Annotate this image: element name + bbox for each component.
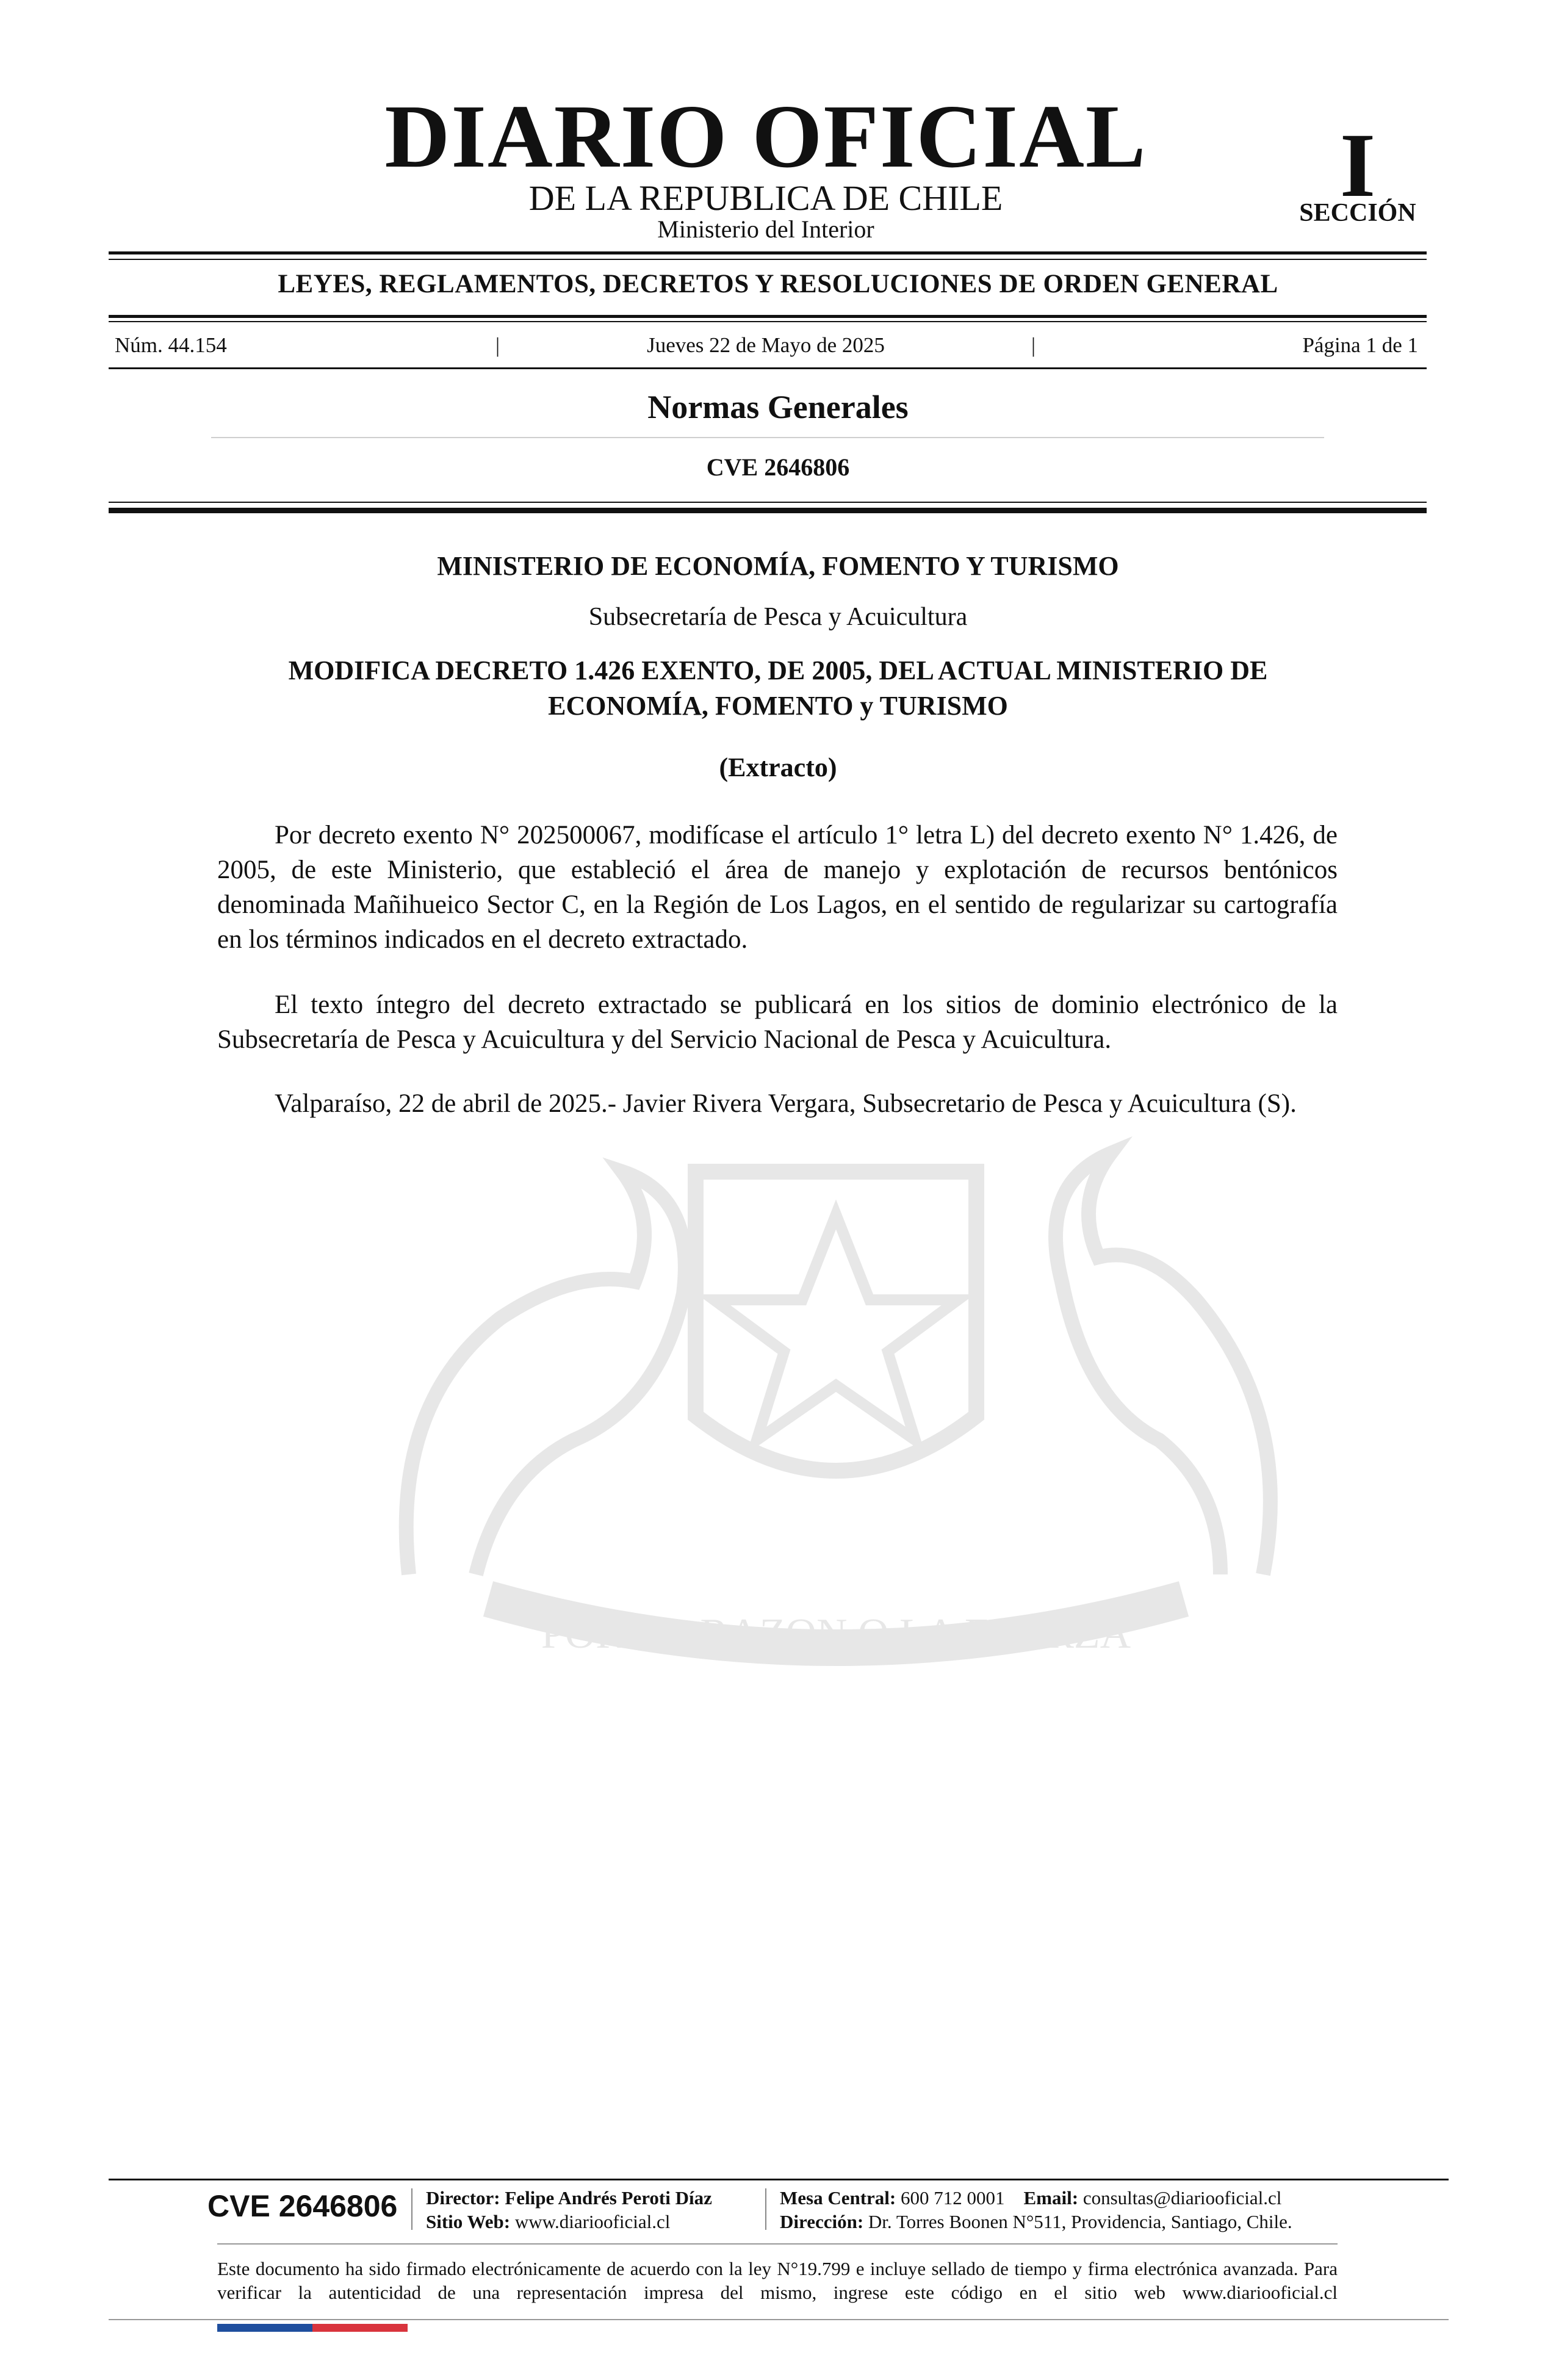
issue-separator: | (495, 333, 500, 357)
email-label: Email: (1023, 2187, 1079, 2209)
issue-rule (109, 367, 1427, 369)
email-link[interactable]: consultas@diariooficial.cl (1082, 2187, 1282, 2209)
issue-number: Núm. 44.154 (115, 333, 227, 357)
flag-stripe-blue (217, 2324, 312, 2332)
footer-separator (765, 2188, 766, 2230)
paragraph: El texto íntegro del decreto extractado se publicará en los sitios de dominio electrónico de la Subsecretaría de Pesca y Acuicultura y del Servicio Nacional de Pesca y Acuicultura. (217, 990, 1338, 1054)
phone-value: 600 712 0001 (901, 2187, 1005, 2209)
footer-separator (411, 2188, 412, 2230)
flag-stripe-red (312, 2324, 408, 2332)
issue-date: Jueves 22 de Mayo de 2025 (647, 333, 885, 357)
footer-cve-code: CVE 2646806 (207, 2189, 398, 2223)
phone-label: Mesa Central: (780, 2187, 896, 2209)
issue-separator: | (1031, 333, 1036, 357)
masthead-rule-top (109, 251, 1427, 254)
footer-rule-top (109, 2179, 1449, 2180)
footer-disclaimer: Este documento ha sido firmado electrónicamente de acuerdo con la ley N°19.799 e incluye sellado de tiempo y firma electrónica avanzada. Para verificar la autenticidad de una representación impresa del mismo, ingrese este código en el sitio web www.diariooficial.cl (217, 2258, 1338, 2303)
footer-rule-bottom (109, 2319, 1449, 2320)
masthead-subtitle: DE LA REPUBLICA DE CHILE (528, 178, 1003, 218)
masthead-rule-top-thin (109, 259, 1427, 260)
watermark-motto: POR LA RAZON O LA FUERZA (541, 1610, 1131, 1657)
extracto-label: (Extracto) (719, 752, 837, 782)
decree-title: MODIFICA DECRETO 1.426 EXENTO, DE 2005, DEL ACTUAL MINISTERIO DE ECONOMÍA, FOMENTO y TURISMO (288, 655, 1268, 721)
website-label: Sitio Web: (426, 2211, 511, 2232)
section-label: SECCIÓN (1299, 199, 1416, 227)
address-value: Dr. Torres Boonen N°511, Providencia, Santiago, Chile. (868, 2211, 1292, 2232)
cve-code: CVE 2646806 (706, 453, 850, 481)
category-rule-thin (109, 321, 1427, 322)
category-line: LEYES, REGLAMENTOS, DECRETOS Y RESOLUCIONES DE ORDEN GENERAL (278, 270, 1278, 298)
paragraph: Por decreto exento N° 202500067, modifícase el artículo 1° letra L) del decreto exento N° 1.426, de 2005, de este Ministerio, que estableció el área de manejo y explotación de recursos bentónicos denominada Mañihueico Sector C, en la Región de Los Lagos, en el sentido de regularizar su cartografía en los términos indicados en el decreto extractado. (217, 821, 1338, 954)
issue-page: Página 1 de 1 (1302, 333, 1418, 357)
director-label: Director: (426, 2187, 500, 2209)
section-title: Normas Generales (647, 389, 909, 425)
section-title-underline (211, 437, 1324, 438)
address-label: Dirección: (780, 2211, 864, 2232)
document-ministry: MINISTERIO DE ECONOMÍA, FOMENTO Y TURISMO (437, 551, 1119, 581)
coat-of-arms-watermark (317, 1098, 1355, 1678)
footer-rule-middle (217, 2243, 1338, 2245)
director-value: Felipe Andrés Peroti Díaz (505, 2187, 712, 2209)
footer-director-block (426, 2186, 712, 2234)
paragraph: Valparaíso, 22 de abril de 2025.- Javier Rivera Vergara, Subsecretario de Pesca y Acuicultura (S). (275, 1089, 1297, 1118)
category-rule (109, 315, 1427, 318)
website-link[interactable]: www.diariooficial.cl (514, 2211, 671, 2232)
header-rule-thin (109, 502, 1427, 503)
footer-contact-block (780, 2186, 1292, 2234)
masthead-title: DIARIO OFICIAL (384, 87, 1147, 187)
masthead-ministry: Ministerio del Interior (657, 215, 874, 243)
document-subsecretaria: Subsecretaría de Pesca y Acuicultura (588, 603, 968, 631)
header-rule-thick (109, 508, 1427, 513)
section-numeral: I (1339, 115, 1376, 216)
